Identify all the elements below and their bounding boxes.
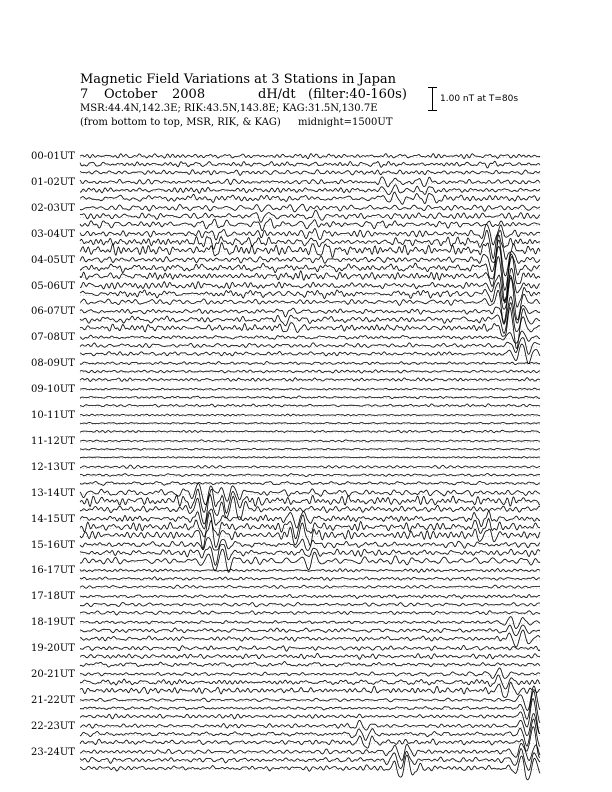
- row-label-15-16UT: 15-16UT: [31, 539, 75, 551]
- trace-18-19UT-KAG: [80, 617, 540, 629]
- trace-01-02UT-RIK: [80, 185, 540, 195]
- row-label-19-20UT: 19-20UT: [31, 643, 75, 655]
- trace-23-24UT-MSR: [80, 755, 540, 780]
- trace-07-08UT-KAG: [80, 331, 540, 343]
- station-order: (from bottom to top, MSR, RIK, & KAG): [80, 117, 281, 128]
- row-label-10-11UT: 10-11UT: [31, 410, 75, 421]
- row-label-20-21UT: 20-21UT: [31, 669, 75, 680]
- row-label-01-02UT: 01-02UT: [31, 176, 75, 188]
- trace-21-22UT-KAG: [80, 686, 540, 710]
- trace-02-03UT-RIK: [80, 210, 540, 222]
- trace-09-10UT-KAG: [80, 388, 540, 390]
- trace-04-05UT-MSR: [80, 257, 540, 303]
- trace-11-12UT-RIK: [80, 448, 540, 450]
- trace-21-22UT-RIK: [80, 691, 540, 723]
- trace-06-07UT-MSR: [80, 308, 540, 349]
- row-label-22-23UT: 22-23UT: [31, 720, 75, 732]
- row-label-17-18UT: 17-18UT: [31, 591, 75, 603]
- trace-00-01UT-RIK: [80, 161, 540, 168]
- row-label-23-24UT: 23-24UT: [31, 746, 75, 758]
- trace-22-23UT-KAG: [80, 714, 540, 736]
- row-label-00-01UT: 00-01UT: [31, 151, 75, 162]
- trace-21-22UT-MSR: [80, 699, 540, 734]
- trace-16-17UT-MSR: [80, 585, 540, 588]
- row-label-16-17UT: 16-17UT: [31, 565, 75, 577]
- trace-05-06UT-RIK: [80, 276, 540, 310]
- row-label-09-10UT: 09-10UT: [31, 384, 75, 396]
- date-year: 2008: [172, 87, 206, 102]
- trace-00-01UT-MSR: [80, 170, 540, 176]
- trace-02-03UT-MSR: [80, 219, 540, 231]
- trace-01-02UT-MSR: [80, 192, 540, 204]
- scale-label: 1.00 nT at T=80s: [440, 94, 519, 104]
- trace-20-21UT-RIK: [80, 675, 540, 689]
- date-day: 7: [80, 87, 89, 102]
- row-label-05-06UT: 05-06UT: [31, 280, 75, 292]
- trace-02-03UT-KAG: [80, 204, 540, 212]
- trace-12-13UT-RIK: [80, 474, 540, 477]
- row-label-14-15UT: 14-15UT: [31, 513, 75, 525]
- row-label-21-22UT: 21-22UT: [31, 694, 75, 706]
- row-label-06-07UT: 06-07UT: [31, 306, 75, 318]
- row-label-03-04UT: 03-04UT: [31, 228, 75, 240]
- trace-09-10UT-MSR: [80, 404, 540, 407]
- row-label-04-05UT: 04-05UT: [31, 254, 75, 266]
- trace-19-20UT-KAG: [80, 645, 540, 651]
- trace-05-06UT-MSR: [80, 278, 540, 323]
- row-label-07-08UT: 07-08UT: [31, 332, 75, 344]
- trace-14-15UT-RIK: [80, 513, 540, 539]
- trace-16-17UT-RIK: [80, 577, 540, 581]
- trace-10-11UT-MSR: [80, 430, 540, 432]
- midnight-note: midnight=1500UT: [298, 117, 393, 128]
- trace-18-19UT-MSR: [80, 630, 540, 647]
- trace-08-09UT-RIK: [80, 370, 540, 373]
- trace-23-24UT-RIK: [80, 749, 540, 771]
- row-label-08-09UT: 08-09UT: [31, 358, 75, 370]
- chart-title: Magnetic Field Variations at 3 Stations in Japan: [80, 72, 397, 87]
- trace-00-01UT-KAG: [80, 154, 540, 159]
- trace-04-05UT-KAG: [80, 240, 540, 276]
- date-month: October: [104, 87, 158, 102]
- row-label-13-14UT: 13-14UT: [31, 487, 75, 499]
- trace-23-24UT-KAG: [80, 744, 540, 761]
- row-label-12-13UT: 12-13UT: [31, 461, 75, 473]
- trace-19-20UT-RIK: [80, 653, 540, 659]
- row-label-18-19UT: 18-19UT: [31, 617, 75, 629]
- trace-08-09UT-MSR: [80, 378, 540, 382]
- quantity-label: dH/dt: [258, 87, 296, 102]
- trace-10-11UT-KAG: [80, 414, 540, 416]
- trace-08-09UT-KAG: [80, 362, 540, 365]
- trace-18-19UT-RIK: [80, 625, 540, 636]
- row-label-11-12UT: 11-12UT: [31, 435, 75, 447]
- trace-15-16UT-KAG: [80, 538, 540, 551]
- trace-11-12UT-KAG: [80, 440, 540, 442]
- trace-10-11UT-RIK: [80, 422, 540, 424]
- trace-20-21UT-MSR: [80, 682, 540, 697]
- filter-label: (filter:40-160s): [308, 87, 407, 102]
- trace-09-10UT-RIK: [80, 396, 540, 399]
- trace-11-12UT-MSR: [80, 456, 540, 458]
- stations-coords: MSR:44.4N,142.3E; RIK:43.5N,143.8E; KAG:31.5N,130.7E: [80, 103, 378, 114]
- trace-20-21UT-KAG: [80, 668, 540, 678]
- row-label-02-03UT: 02-03UT: [31, 202, 75, 214]
- trace-01-02UT-KAG: [80, 177, 540, 187]
- trace-12-13UT-KAG: [80, 465, 540, 469]
